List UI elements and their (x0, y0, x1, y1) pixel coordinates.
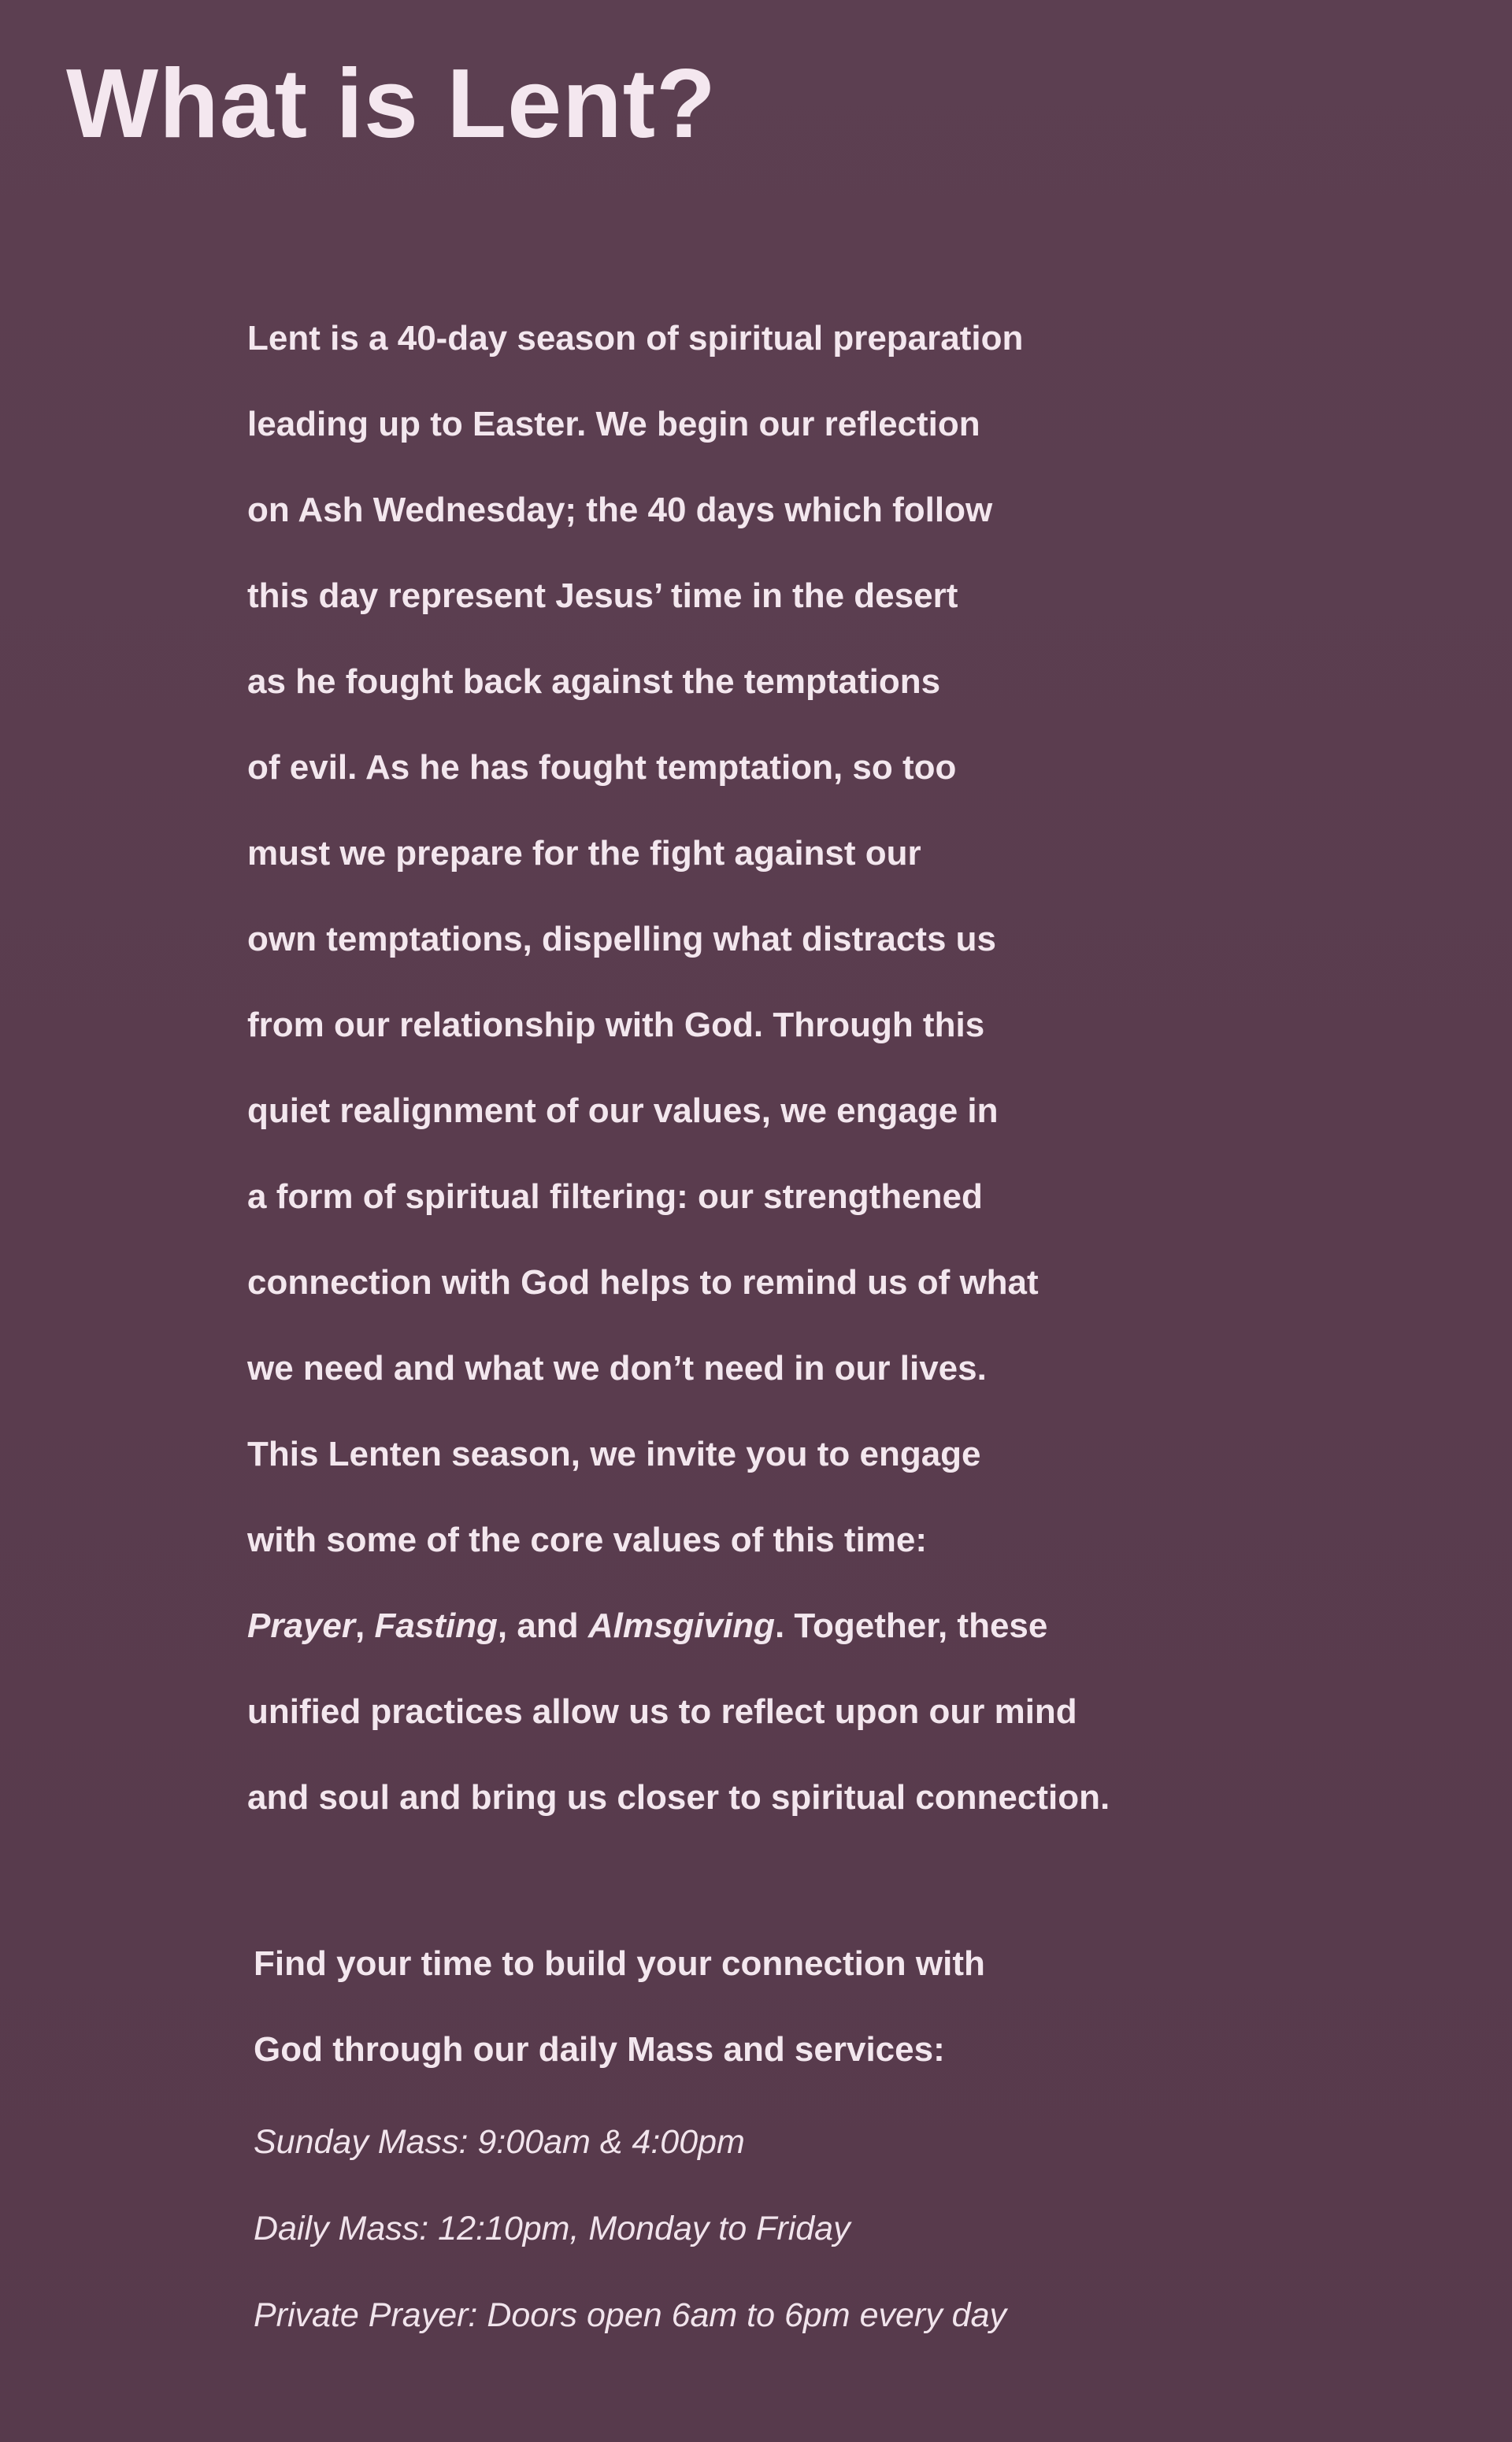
values-separator: , and (497, 1606, 588, 1645)
value-almsgiving: Almsgiving (587, 1606, 775, 1645)
lent-description (247, 313, 1334, 1858)
services-invitation (254, 1939, 1340, 2110)
value-fasting: Fasting (374, 1606, 498, 1645)
schedule-private-prayer: Private Prayer: Doors open 6am to 6pm every day (254, 2296, 1006, 2334)
schedule-sunday-mass: Sunday Mass: 9:00am & 4:00pm (254, 2123, 745, 2161)
paragraph-line: with some of the core values of this time: (247, 1521, 928, 1559)
schedule-daily-mass: Daily Mass: 12:10pm, Monday to Friday (254, 2210, 850, 2247)
paragraph-line: quiet realignment of our values, we engage in (247, 1091, 999, 1130)
invitation-line: Find your time to build your connection with (254, 1944, 985, 1983)
value-prayer: Prayer (247, 1606, 356, 1645)
invitation-line: God through our daily Mass and services: (254, 2030, 945, 2069)
paragraph-line: we need and what we don’t need in our lives. (247, 1349, 987, 1388)
paragraph-line: of evil. As he has fought temptation, so too (247, 748, 957, 787)
paragraph-line: on Ash Wednesday; the 40 days which follow (247, 491, 993, 529)
paragraph-line: must we prepare for the fight against our (247, 834, 921, 873)
paragraph-line: a form of spiritual filtering: our strengthened (247, 1177, 983, 1216)
paragraph-line: and soul and bring us closer to spiritual connection. (247, 1778, 1110, 1817)
paragraph-line: connection with God helps to remind us of what (247, 1263, 1039, 1302)
service-schedule (254, 2118, 1340, 2378)
paragraph-line: unified practices allow us to reflect upon our mind (247, 1692, 1077, 1731)
paragraph-line: as he fought back against the temptations (247, 662, 941, 701)
paragraph-line: own temptations, dispelling what distracts us (247, 920, 997, 958)
paragraph-line: from our relationship with God. Through this (247, 1006, 985, 1044)
values-separator: , (355, 1606, 375, 1645)
page-title: What is Lent? (66, 50, 717, 158)
values-rest: . Together, these (774, 1606, 1048, 1645)
paragraph-line: This Lenten season, we invite you to engage (247, 1435, 981, 1473)
paragraph-line: this day represent Jesus’ time in the desert (247, 576, 958, 615)
core-values-line (247, 1601, 1334, 1687)
paragraph-line: leading up to Easter. We begin our reflection (247, 405, 980, 443)
paragraph-line: Lent is a 40-day season of spiritual preparation (247, 319, 1024, 358)
